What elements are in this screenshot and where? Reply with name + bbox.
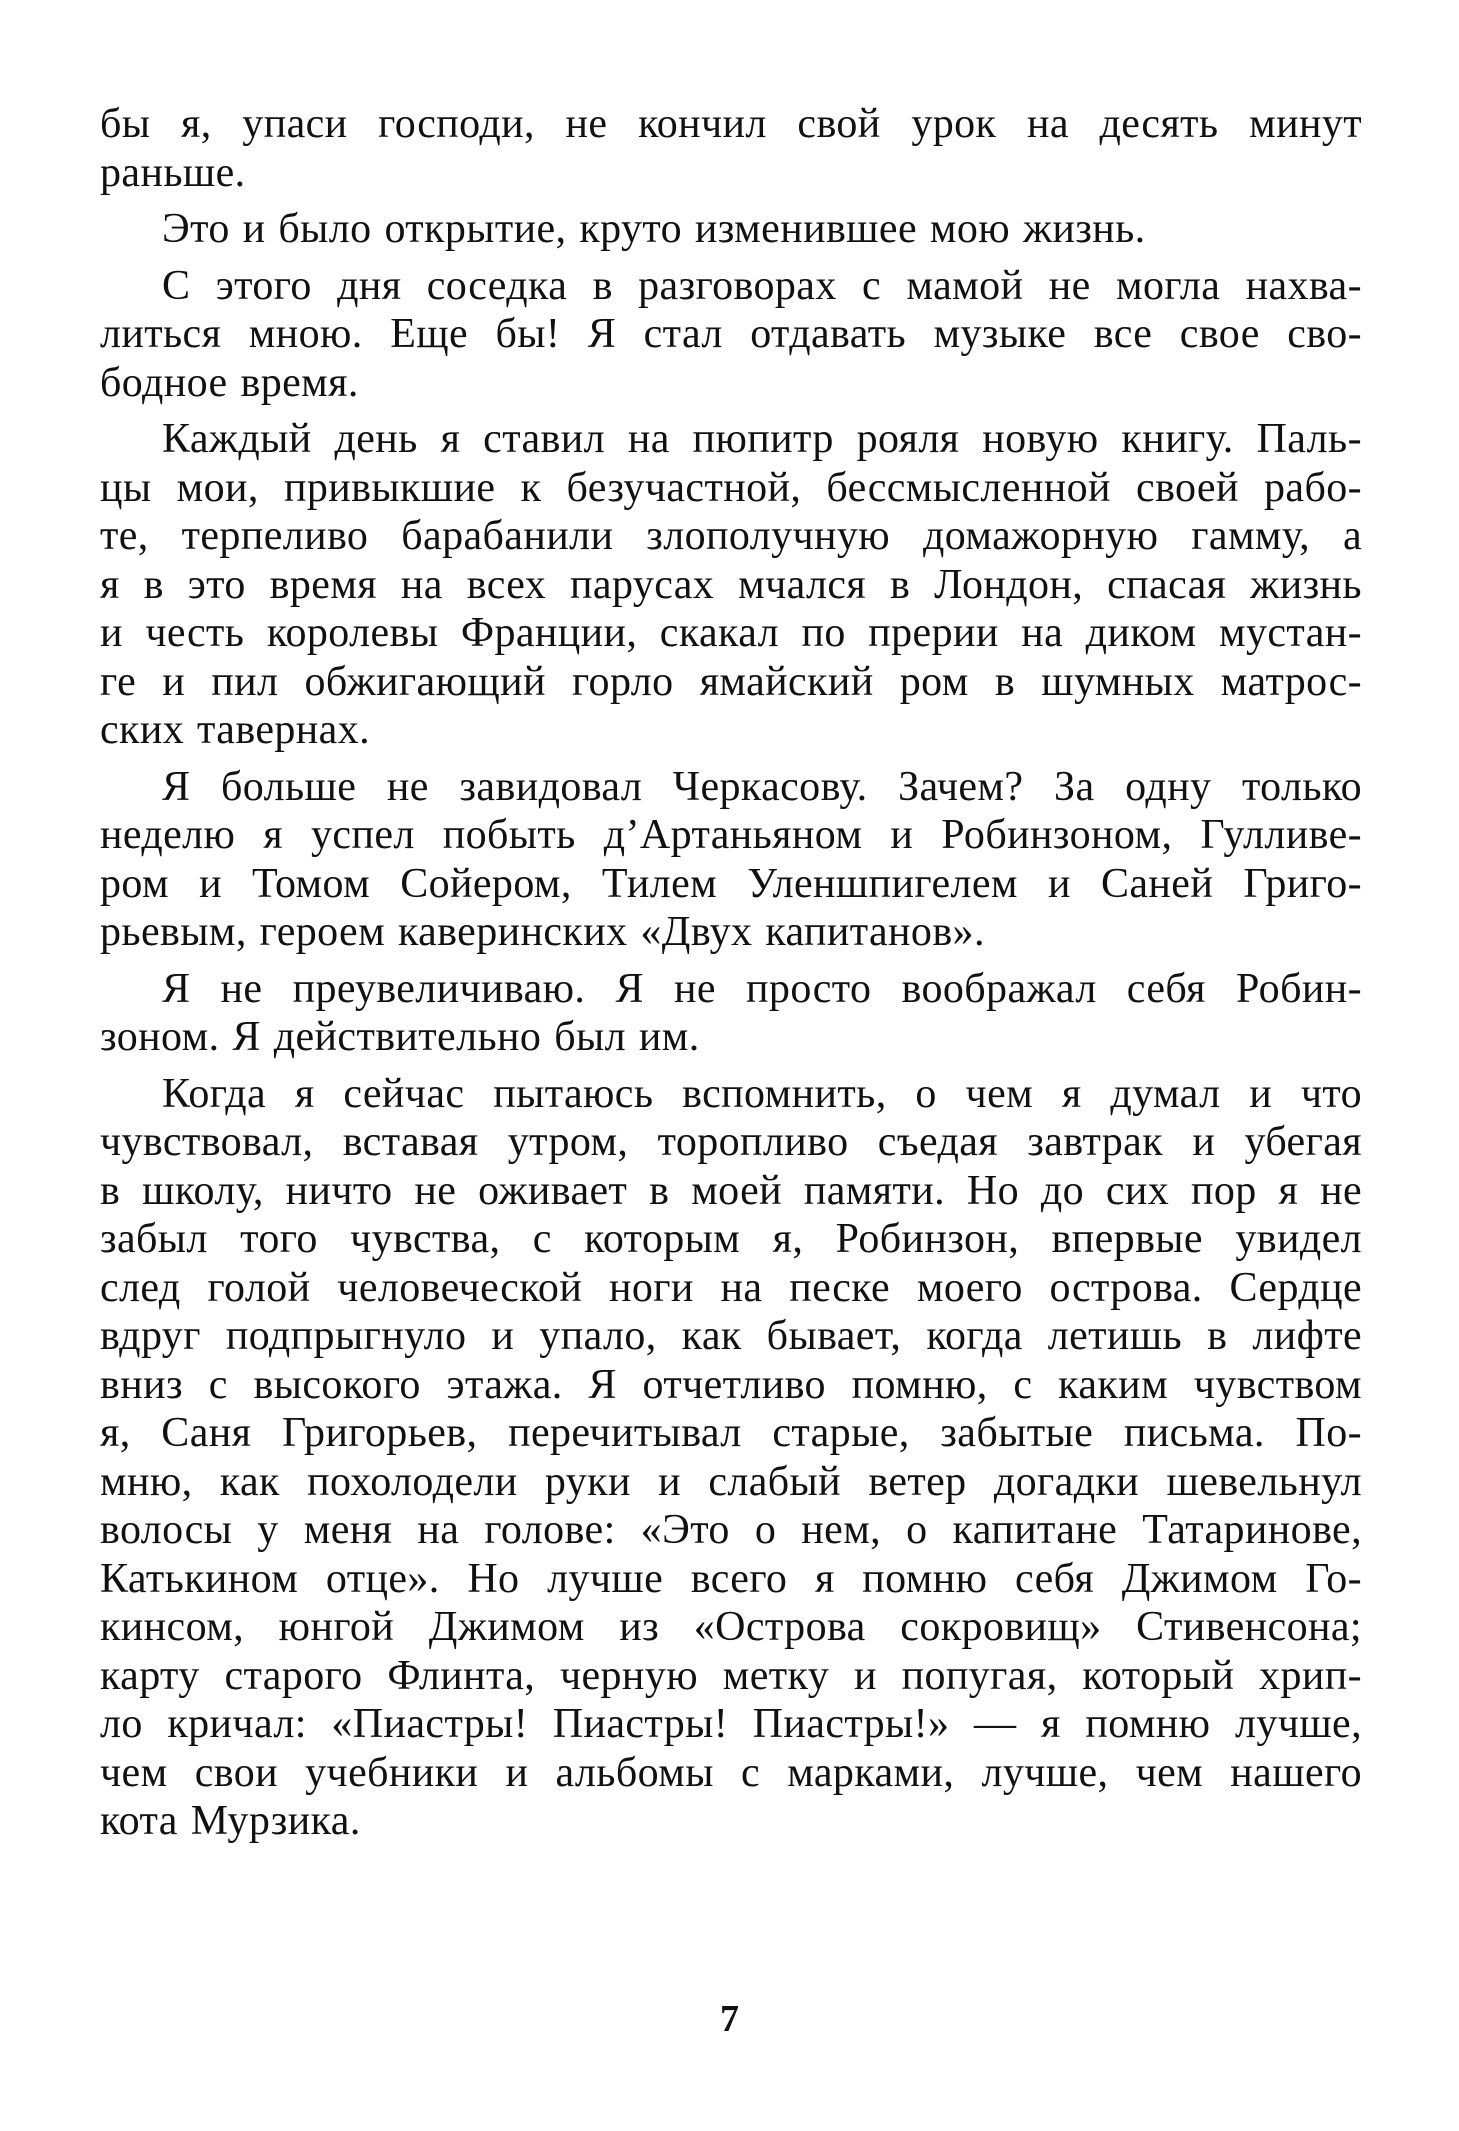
body-text — [100, 100, 1362, 1846]
text-line: литься мною. Еще бы! Я стал отдавать музыке все свое сво- — [100, 311, 1362, 357]
text-line: волосы у меня на голове: «Это о нем, о капитане Татаринове, — [100, 1507, 1362, 1553]
text-line: зоном. Я действительно был им. — [100, 1014, 700, 1060]
text-line: я, Саня Григорьев, перечитывал старые, забытые письма. По- — [100, 1410, 1362, 1456]
text-line: ром и Томом Сойером, Тилем Уленшпигелем и Саней Григо- — [100, 860, 1362, 907]
paragraph-gap — [100, 957, 1362, 965]
paragraph-gap — [100, 1062, 1362, 1070]
text-line: ских тавернах. — [100, 707, 370, 753]
text-line: С этого дня соседка в разговорах с мамой не могла нахва- — [162, 262, 1362, 309]
text-line: бы я, упаси господи, не кончил свой урок на десять минут — [100, 101, 1362, 147]
text-line: Я не преувеличиваю. Я не просто воображал себя Робин- — [162, 965, 1362, 1012]
paragraph — [100, 965, 1362, 1062]
text-line: забыл того чувства, с которым я, Робинзон, впервые увидел — [100, 1216, 1362, 1262]
paragraph — [100, 763, 1362, 957]
text-line: вниз с высокого этажа. Я отчетливо помню, с каким чувством — [100, 1361, 1362, 1408]
text-line: неделю я успел побыть д’Артаньяном и Робинзоном, Гулливе- — [100, 812, 1362, 858]
text-line: в школу, ничто не оживает в моей памяти. Но до сих пор я не — [100, 1167, 1362, 1214]
paragraph — [100, 415, 1362, 755]
text-line: след голой человеческой ноги на песке моего острова. Сердце — [100, 1264, 1362, 1311]
text-line: чувствовал, вставая утром, торопливо съедая завтрак и убегая — [100, 1119, 1362, 1165]
text-line: мню, как похолодели руки и слабый ветер догадки шевельнул — [100, 1458, 1362, 1505]
paragraph — [100, 262, 1362, 408]
page-number: 7 — [720, 1998, 739, 2040]
text-line: кота Мурзика. — [100, 1798, 361, 1844]
text-line: раньше. — [100, 149, 246, 196]
paragraph-gap — [100, 197, 1362, 205]
text-line: Это и было открытие, круто изменившее мою жизнь. — [162, 206, 1146, 252]
text-line: Катькином отце». Но лучше всего я помню себя Джимом Го- — [100, 1555, 1362, 1602]
paragraph-gap — [100, 755, 1362, 763]
text-line: и честь королевы Франции, скакал по прерии на диком мустан- — [100, 610, 1362, 656]
text-line: Я больше не завидовал Черкасову. Зачем? За одну только — [162, 763, 1362, 810]
paragraph — [100, 205, 1362, 254]
text-line: Каждый день я ставил на пюпитр рояля новую книгу. Паль- — [162, 416, 1362, 462]
text-line: бодное время. — [100, 359, 359, 406]
paragraph — [100, 100, 1362, 197]
paragraph-gap — [100, 407, 1362, 415]
text-line: я в это время на всех парусах мчался в Лондон, спасая жизнь — [100, 561, 1362, 608]
paragraph-gap — [100, 254, 1362, 262]
text-line: те, терпеливо барабанили злополучную домажорную гамму, а — [100, 513, 1362, 559]
text-line: Когда я сейчас пытаюсь вспомнить, о чем я думал и что — [162, 1070, 1362, 1117]
text-line: карту старого Флинта, черную метку и попугая, который хрип- — [100, 1652, 1362, 1699]
paragraph — [100, 1070, 1362, 1846]
text-line: цы мои, привыкшие к безучастной, бессмысленной своей рабо- — [100, 464, 1362, 511]
text-line: вдруг подпрыгнуло и упало, как бывает, когда летишь в лифте — [100, 1313, 1362, 1359]
text-line: ге и пил обжигающий горло ямайский ром в шумных матрос- — [100, 658, 1362, 705]
text-line: ло кричал: «Пиастры! Пиастры! Пиастры!» — я помню лучше, — [100, 1701, 1362, 1747]
text-line: чем свои учебники и альбомы с марками, лучше, чем нашего — [100, 1749, 1362, 1796]
text-line: кинсом, юнгой Джимом из «Острова сокровищ» Стивенсона; — [100, 1604, 1362, 1650]
text-line: рьевым, героем каверинских «Двух капитанов». — [100, 909, 985, 955]
